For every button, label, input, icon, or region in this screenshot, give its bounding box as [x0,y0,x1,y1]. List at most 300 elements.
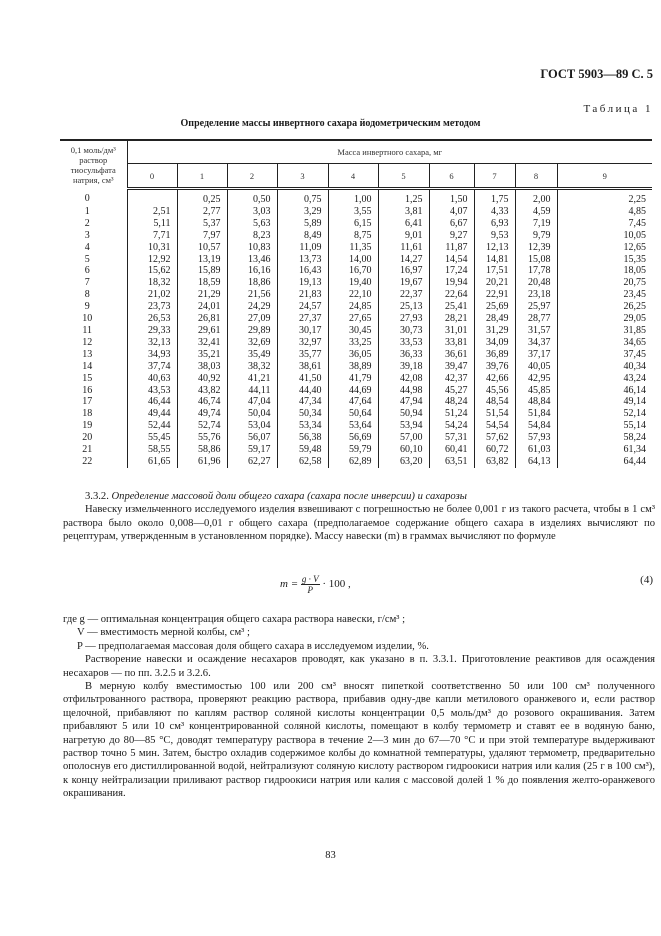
table-cell: 38,89 [328,361,378,373]
table-cell: 44,40 [277,385,328,397]
table-cell: 43,53 [127,385,177,397]
table-cell: 59,48 [277,444,328,456]
table-cell: 36,61 [429,349,474,361]
table-cell: 42,37 [429,373,474,385]
table-cell: 11,61 [378,242,429,254]
table-cell: 60,72 [474,444,515,456]
table-cell: 5,63 [227,218,277,230]
table-cell: 32,97 [277,337,328,349]
table-cell: 13,19 [177,254,227,266]
table-row [60,385,652,397]
table-cell: 59,17 [227,444,277,456]
table-cell: 5,89 [277,218,328,230]
column-header: 5 [378,164,429,189]
table-cell: 24,85 [328,301,378,313]
formula-number: (4) [640,574,653,586]
table-cell: 57,31 [429,432,474,444]
table-cell: 4,59 [515,206,557,218]
table-cell: 35,77 [277,349,328,361]
table-cell: 46,14 [557,385,652,397]
table-title: Определение массы инвертного сахара йодометрическим методом [180,118,481,129]
table-cell: 21,56 [227,289,277,301]
row-label: 9 [84,301,90,313]
table-cell: 29,05 [557,313,652,325]
table-cell: 17,51 [474,265,515,277]
table-cell: 9,01 [378,230,429,242]
table-cell: 60,10 [378,444,429,456]
table-cell [127,189,177,206]
formula-fraction [301,574,320,595]
table-cell: 44,98 [378,385,429,397]
table-cell: 37,74 [127,361,177,373]
paragraph-1: Навеску измельченного исследуемого изделия взвешивают с погрешностью не более 0,001 г из такого расчета, чтобы в 1 см³ раствора было около 0,008—0,01 г общего сахара (предполагаемое содержание общего сахара в изделиях вычисляют по рецептурам, утвержденным в установленном порядке). Массу навески (m) в граммах вычисляют по формуле [63,504,655,543]
table-cell: 49,14 [557,396,652,408]
table-cell: 23,45 [557,289,652,301]
row-label: 3 [84,229,90,241]
table-cell: 30,73 [378,325,429,337]
table-cell: 31,01 [429,325,474,337]
column-header: 4 [328,164,378,189]
table-cell: 28,49 [474,313,515,325]
column-header: 0 [127,164,177,189]
table-cell: 58,55 [127,444,177,456]
table-cell: 4,33 [474,206,515,218]
group-header: Масса инвертного сахара, мг [127,140,652,164]
stub-header-line: натрия, см³ [72,174,114,185]
formula-rest: · 100 , [322,578,351,591]
table-cell: 11,87 [429,242,474,254]
table-row [60,313,652,325]
table-row [60,242,652,254]
table-cell: 6,67 [429,218,474,230]
table-cell: 32,13 [127,337,177,349]
table-cell: 32,69 [227,337,277,349]
row-label: 5 [84,253,90,265]
table-cell: 7,71 [127,230,177,242]
table-cell: 9,79 [515,230,557,242]
formula-denominator: P [307,585,313,595]
table-cell: 47,34 [277,396,328,408]
formula-numerator: g · V [301,574,319,584]
table-row [60,408,652,420]
table-cell: 29,89 [227,325,277,337]
table-cell: 54,24 [429,420,474,432]
table-cell: 7,19 [515,218,557,230]
table-cell: 12,13 [474,242,515,254]
table-cell: 16,43 [277,265,328,277]
table-row [60,325,652,337]
table-cell: 25,69 [474,301,515,313]
table-cell: 0,50 [227,189,277,206]
row-label: 13 [82,348,93,360]
table-cell: 8,75 [328,230,378,242]
table-cell: 50,64 [328,408,378,420]
table-cell: 22,10 [328,289,378,301]
table-cell: 22,37 [378,289,429,301]
table-cell: 14,54 [429,254,474,266]
table-cell: 53,94 [378,420,429,432]
table-cell: 61,34 [557,444,652,456]
table-cell: 41,79 [328,373,378,385]
table-cell: 27,09 [227,313,277,325]
table-cell: 8,23 [227,230,277,242]
table-cell: 10,83 [227,242,277,254]
table-cell: 22,64 [429,289,474,301]
table-cell: 28,77 [515,313,557,325]
row-label: 16 [82,384,93,396]
stub-header-line: 0,1 моль/дм³ [70,144,116,155]
table-cell: 61,65 [127,456,177,468]
table-cell: 6,15 [328,218,378,230]
table-cell: 6,41 [378,218,429,230]
table-cell: 11,35 [328,242,378,254]
table-cell: 42,95 [515,373,557,385]
page-number: 83 [325,850,336,861]
table-cell: 3,81 [378,206,429,218]
table-cell: 14,81 [474,254,515,266]
row-label: 0 [84,193,90,205]
table-cell: 6,93 [474,218,515,230]
row-label: 14 [82,360,93,372]
table-cell: 43,24 [557,373,652,385]
table-cell: 34,65 [557,337,652,349]
row-label: 21 [82,444,93,456]
table-cell: 58,24 [557,432,652,444]
table-cell: 42,08 [378,373,429,385]
table-cell: 48,84 [515,396,557,408]
table-cell: 54,84 [515,420,557,432]
table-row [60,189,652,206]
table-cell: 42,66 [474,373,515,385]
table-cell: 57,93 [515,432,557,444]
table-cell: 50,94 [378,408,429,420]
table-cell: 40,92 [177,373,227,385]
table-cell: 38,61 [277,361,328,373]
table-cell: 47,04 [227,396,277,408]
table-cell: 31,57 [515,325,557,337]
table-cell: 55,76 [177,432,227,444]
table-label: Таблица 1 [583,103,653,115]
table-cell: 24,29 [227,301,277,313]
table-cell: 54,54 [474,420,515,432]
table-cell: 4,07 [429,206,474,218]
table-cell: 57,62 [474,432,515,444]
table-cell: 19,40 [328,277,378,289]
table-cell: 1,75 [474,189,515,206]
table-row [60,289,652,301]
table-cell: 51,24 [429,408,474,420]
table-cell: 50,04 [227,408,277,420]
table-cell: 15,62 [127,265,177,277]
column-header: 1 [177,164,227,189]
table-cell: 49,44 [127,408,177,420]
table-cell: 48,54 [474,396,515,408]
table-cell: 44,69 [328,385,378,397]
table-cell: 53,34 [277,420,328,432]
table-cell: 29,33 [127,325,177,337]
table-cell: 13,46 [227,254,277,266]
table-cell: 62,58 [277,456,328,468]
table-cell: 27,65 [328,313,378,325]
row-label: 12 [82,336,93,348]
table-cell: 33,81 [429,337,474,349]
table-cell: 31,29 [474,325,515,337]
table-cell: 3,29 [277,206,328,218]
table-cell: 1,00 [328,189,378,206]
table-cell: 5,37 [177,218,227,230]
table-cell: 62,27 [227,456,277,468]
table-cell: 20,75 [557,277,652,289]
table-cell: 39,18 [378,361,429,373]
table-cell: 36,89 [474,349,515,361]
table-cell: 15,35 [557,254,652,266]
table-cell: 7,45 [557,218,652,230]
table-cell: 30,45 [328,325,378,337]
row-label: 1 [84,205,90,217]
table-cell: 9,53 [474,230,515,242]
invert-sugar-table [60,139,652,468]
table-cell: 8,49 [277,230,328,242]
table-cell: 15,08 [515,254,557,266]
column-header: 7 [474,164,515,189]
table-cell: 48,24 [429,396,474,408]
table-cell: 19,94 [429,277,474,289]
table-cell: 33,25 [328,337,378,349]
table-cell: 11,09 [277,242,328,254]
table-cell: 41,21 [227,373,277,385]
where-line: P — предполагаемая массовая доля общего сахара в исследуемом изделии, %. [77,640,429,652]
table-cell: 26,81 [177,313,227,325]
table-cell: 40,34 [557,361,652,373]
table-cell: 43,82 [177,385,227,397]
table-cell: 17,24 [429,265,474,277]
table-cell: 40,05 [515,361,557,373]
table-cell: 25,41 [429,301,474,313]
table-cell: 53,04 [227,420,277,432]
table-cell: 28,21 [429,313,474,325]
table-cell: 31,85 [557,325,652,337]
table-cell: 15,89 [177,265,227,277]
table-cell: 23,73 [127,301,177,313]
row-label: 22 [82,455,93,467]
table-cell: 36,33 [378,349,429,361]
table-cell: 10,57 [177,242,227,254]
where-line: V — вместимость мерной колбы, см³ ; [77,627,250,639]
table-cell: 12,65 [557,242,652,254]
table-cell: 0,25 [177,189,227,206]
table-cell: 27,93 [378,313,429,325]
table-cell: 52,14 [557,408,652,420]
table-cell: 25,13 [378,301,429,313]
table-cell: 4,85 [557,206,652,218]
table-cell: 19,13 [277,277,328,289]
column-header: 8 [515,164,557,189]
section-title: Определение массовой доли общего сахара (сахара после инверсии) и сахарозы [111,491,467,502]
table-cell: 34,93 [127,349,177,361]
table-cell: 17,78 [515,265,557,277]
table-row [60,444,652,456]
table-cell: 52,74 [177,420,227,432]
table-cell: 25,97 [515,301,557,313]
table-cell: 2,77 [177,206,227,218]
table-cell: 45,56 [474,385,515,397]
row-label: 6 [84,265,90,277]
table-row [60,420,652,432]
table-cell: 46,44 [127,396,177,408]
paragraph-3: В мерную колбу вместимостью 100 или 200 см³ вносят пипеткой соответственно 50 или 100 см³ полученного отфильтрованного раствора, проверяют реакцию раствора, прибавив одну-две капли метилового оранжевого и, если раствор щелочной, прибавляют по каплям раствор соляной кислоты концентрации 0,5 моль/дм³ до розового окрашивания. Затем прибавляют 5 или 10 см³ концентрированной соляной кислоты, помещают в колбу термометр и ставят ее в водяную баню, нагретую до 80—85 °С, доводят температуру раствора в течение 2—3 мин до 67—70 °С и при этой температуре выдерживают раствор точно 5 мин. Затем, быстро охладив содержимое колбы до комнатной температуры, удаляют термометр, предварительно ополоснув его дистиллированной водой, нейтрализуют соляную кислоту раствором гидроокиси натрия или калия (25 г в 100 см³), к концу нейтрализации приливают раствор гидроокиси натрия или калия с массовой долей 1 % до появления желто-оранжевого окрашивания. [63,681,655,800]
table-cell: 12,92 [127,254,177,266]
table-cell: 39,76 [474,361,515,373]
table-cell: 7,97 [177,230,227,242]
table-cell: 5,11 [127,218,177,230]
row-label: 2 [84,217,90,229]
table-cell: 21,02 [127,289,177,301]
table-cell: 23,18 [515,289,557,301]
column-header: 3 [277,164,328,189]
stub-header-line: раствор [79,154,108,165]
table-row [60,277,652,289]
table-cell: 61,96 [177,456,227,468]
table-cell: 45,85 [515,385,557,397]
table-cell: 21,29 [177,289,227,301]
section-number: 3.3.2. [85,491,109,502]
stub-header-line: тиосульфата [70,164,116,175]
table-cell: 40,63 [127,373,177,385]
table-row [60,432,652,444]
table-cell: 12,39 [515,242,557,254]
table-cell: 26,53 [127,313,177,325]
table-cell: 34,09 [474,337,515,349]
table-cell: 35,21 [177,349,227,361]
table-cell: 52,44 [127,420,177,432]
table-cell: 14,00 [328,254,378,266]
table-cell: 29,61 [177,325,227,337]
table-cell: 3,03 [227,206,277,218]
table-cell: 49,74 [177,408,227,420]
table-cell: 41,50 [277,373,328,385]
table-cell: 10,31 [127,242,177,254]
row-label: 15 [82,372,93,384]
paragraph-2: Растворение навески и осаждение несахаров проводят, как указано в п. 3.3.1. Приготовление реактивов для осаждения несахаров — по пп. 3.2.5 и 3.2.6. [63,654,655,679]
table-cell: 37,45 [557,349,652,361]
table-row [60,361,652,373]
table-cell: 37,17 [515,349,557,361]
row-label: 11 [82,324,93,336]
table-cell: 3,55 [328,206,378,218]
table-cell: 58,86 [177,444,227,456]
document-header: ГОСТ 5903—89 С. 5 [540,67,653,81]
table-cell: 63,51 [429,456,474,468]
table-cell: 36,05 [328,349,378,361]
table-cell: 9,27 [429,230,474,242]
table-cell: 62,89 [328,456,378,468]
table-cell: 32,41 [177,337,227,349]
table-cell: 33,53 [378,337,429,349]
table-row [60,301,652,313]
table-row [60,218,652,230]
table-cell: 38,03 [177,361,227,373]
row-label: 4 [84,241,90,253]
formula-lhs: m = [280,578,299,591]
table-cell: 27,37 [277,313,328,325]
table-cell: 2,51 [127,206,177,218]
table-cell: 39,47 [429,361,474,373]
table-cell: 45,27 [429,385,474,397]
table-cell: 1,50 [429,189,474,206]
table-cell: 0,75 [277,189,328,206]
table-cell: 63,20 [378,456,429,468]
table-cell: 30,17 [277,325,328,337]
row-label: 7 [84,277,90,289]
table-cell: 24,01 [177,301,227,313]
table-cell: 1,25 [378,189,429,206]
table-cell: 50,34 [277,408,328,420]
table-cell: 18,86 [227,277,277,289]
section-body-2 [63,613,655,801]
table-cell: 60,41 [429,444,474,456]
table-cell: 56,07 [227,432,277,444]
table-cell: 38,32 [227,361,277,373]
section-body [63,490,655,544]
table-cell: 56,38 [277,432,328,444]
row-label: 10 [82,313,93,325]
table-cell: 64,44 [557,456,652,468]
table-cell: 19,67 [378,277,429,289]
row-label: 18 [82,408,93,420]
table-cell: 26,25 [557,301,652,313]
table-cell: 16,70 [328,265,378,277]
row-label: 17 [82,396,93,408]
table-cell: 22,91 [474,289,515,301]
table-cell: 55,45 [127,432,177,444]
table-cell: 18,32 [127,277,177,289]
row-label: 8 [84,289,90,301]
table-cell: 2,00 [515,189,557,206]
table-cell: 51,84 [515,408,557,420]
table-cell: 61,03 [515,444,557,456]
table-cell: 55,14 [557,420,652,432]
column-header: 6 [429,164,474,189]
table-cell: 51,54 [474,408,515,420]
table-row [60,396,652,408]
table-row [60,373,652,385]
table-row [60,456,652,468]
table-cell: 35,49 [227,349,277,361]
row-label: 19 [82,420,93,432]
table-cell: 20,21 [474,277,515,289]
row-label: 20 [82,432,93,444]
table-cell: 18,05 [557,265,652,277]
table-cell: 57,00 [378,432,429,444]
table-row [60,337,652,349]
table-row [60,349,652,361]
table-cell: 21,83 [277,289,328,301]
table-cell: 10,05 [557,230,652,242]
table-cell: 34,37 [515,337,557,349]
table-cell: 16,16 [227,265,277,277]
table-cell: 47,94 [378,396,429,408]
table-cell: 59,79 [328,444,378,456]
table-row [60,206,652,218]
table-cell: 16,97 [378,265,429,277]
table-cell: 47,64 [328,396,378,408]
column-header: 2 [227,164,277,189]
table-row [60,254,652,266]
table-cell: 24,57 [277,301,328,313]
table-cell: 2,25 [557,189,652,206]
table-cell: 44,11 [227,385,277,397]
table-cell: 63,82 [474,456,515,468]
